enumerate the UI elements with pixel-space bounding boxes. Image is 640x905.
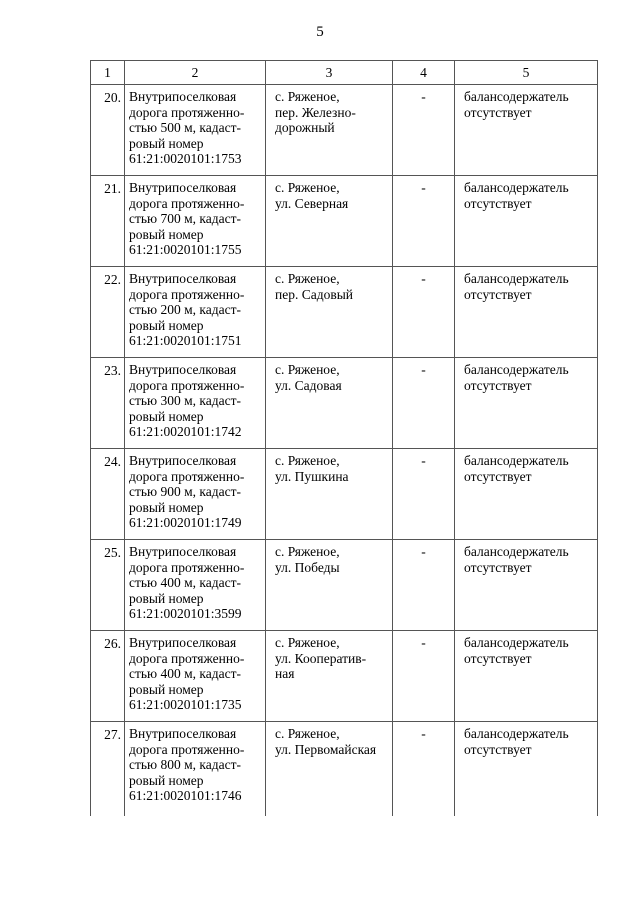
balance-holder: балансодержатель отсутствует bbox=[455, 722, 598, 817]
column-4-value: - bbox=[393, 540, 455, 631]
table-row bbox=[91, 722, 598, 817]
row-number: 27. bbox=[91, 722, 125, 817]
table-header-row bbox=[91, 61, 598, 85]
row-number: 21. bbox=[91, 176, 125, 267]
column-header-5: 5 bbox=[455, 61, 598, 85]
object-address: с. Ряженое, пер. Железно- дорожный bbox=[266, 85, 393, 176]
balance-holder: балансодержатель отсутствует bbox=[455, 358, 598, 449]
object-address: с. Ряженое, ул. Кооператив- ная bbox=[266, 631, 393, 722]
row-number: 23. bbox=[91, 358, 125, 449]
object-name: Внутрипоселковая дорога протяженно- стью 500 м, кадаст- ровый номер 61:21:0020101:1753 bbox=[125, 85, 266, 176]
page-number: 5 bbox=[316, 24, 324, 40]
column-4-value: - bbox=[393, 449, 455, 540]
object-address: с. Ряженое, ул. Северная bbox=[266, 176, 393, 267]
column-header-1: 1 bbox=[91, 61, 125, 85]
column-header-4: 4 bbox=[393, 61, 455, 85]
row-number: 26. bbox=[91, 631, 125, 722]
object-address: с. Ряженое, ул. Победы bbox=[266, 540, 393, 631]
column-header-3: 3 bbox=[266, 61, 393, 85]
object-address: с. Ряженое, ул. Пушкина bbox=[266, 449, 393, 540]
table-row bbox=[91, 358, 598, 449]
table-row bbox=[91, 631, 598, 722]
table-row bbox=[91, 540, 598, 631]
balance-holder: балансодержатель отсутствует bbox=[455, 267, 598, 358]
column-4-value: - bbox=[393, 358, 455, 449]
balance-holder: балансодержатель отсутствует bbox=[455, 540, 598, 631]
column-4-value: - bbox=[393, 85, 455, 176]
column-header-2: 2 bbox=[125, 61, 266, 85]
object-name: Внутрипоселковая дорога протяженно- стью 900 м, кадаст- ровый номер 61:21:0020101:1749 bbox=[125, 449, 266, 540]
object-name: Внутрипоселковая дорога протяженно- стью 200 м, кадаст- ровый номер 61:21:0020101:1751 bbox=[125, 267, 266, 358]
balance-holder: балансодержатель отсутствует bbox=[455, 85, 598, 176]
table-row bbox=[91, 267, 598, 358]
table-row bbox=[91, 85, 598, 176]
object-name: Внутрипоселковая дорога протяженно- стью 400 м, кадаст- ровый номер 61:21:0020101:3599 bbox=[125, 540, 266, 631]
balance-holder: балансодержатель отсутствует bbox=[455, 631, 598, 722]
object-name: Внутрипоселковая дорога протяженно- стью 800 м, кадаст- ровый номер 61:21:0020101:1746 bbox=[125, 722, 266, 817]
object-name: Внутрипоселковая дорога протяженно- стью 300 м, кадаст- ровый номер 61:21:0020101:1742 bbox=[125, 358, 266, 449]
row-number: 25. bbox=[91, 540, 125, 631]
table-row bbox=[91, 449, 598, 540]
column-4-value: - bbox=[393, 176, 455, 267]
column-4-value: - bbox=[393, 631, 455, 722]
object-name: Внутрипоселковая дорога протяженно- стью 400 м, кадаст- ровый номер 61:21:0020101:1735 bbox=[125, 631, 266, 722]
object-name: Внутрипоселковая дорога протяженно- стью 700 м, кадаст- ровый номер 61:21:0020101:1755 bbox=[125, 176, 266, 267]
row-number: 20. bbox=[91, 85, 125, 176]
column-4-value: - bbox=[393, 722, 455, 817]
property-table bbox=[90, 60, 598, 816]
row-number: 22. bbox=[91, 267, 125, 358]
row-number: 24. bbox=[91, 449, 125, 540]
object-address: с. Ряженое, ул. Садовая bbox=[266, 358, 393, 449]
balance-holder: балансодержатель отсутствует bbox=[455, 176, 598, 267]
balance-holder: балансодержатель отсутствует bbox=[455, 449, 598, 540]
object-address: с. Ряженое, пер. Садовый bbox=[266, 267, 393, 358]
table-row bbox=[91, 176, 598, 267]
column-4-value: - bbox=[393, 267, 455, 358]
object-address: с. Ряженое, ул. Первомайская bbox=[266, 722, 393, 817]
